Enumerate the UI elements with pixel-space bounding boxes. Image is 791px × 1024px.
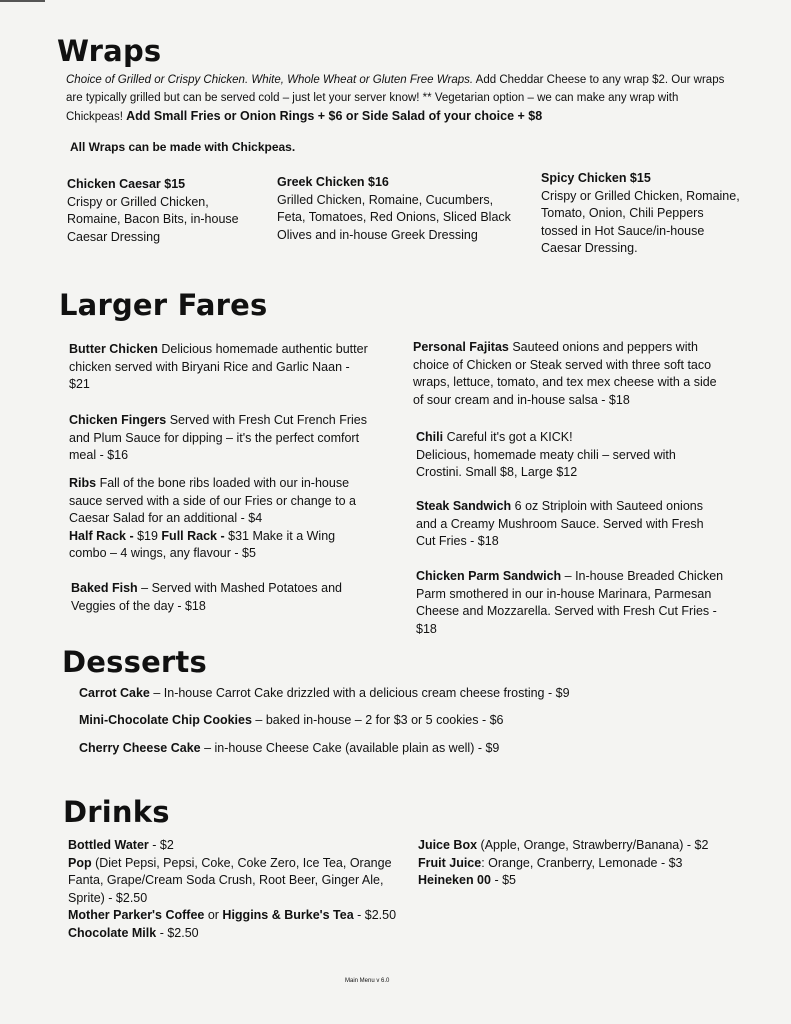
dessert-item (79, 740, 759, 758)
fare-ribs (69, 475, 374, 563)
full-rack-label: Full Rack - (161, 528, 225, 543)
drink-desc: (Apple, Orange, Strawberry/Banana) - $2 (477, 838, 709, 852)
wraps-intro-text: Add Cheddar Cheese to any wrap $2. Our wraps are typically grilled but can be served cold – just let your server know! ** Vegetarian option – we can make any wrap with Chickpeas! (66, 74, 725, 123)
fare-desc: 6 oz Striploin with Sauteed onions and a Creamy Mushroom Sauce. Served with Fresh Cut Fries - $18 (416, 499, 704, 548)
full-rack-price: $31 Make it a Wing combo – 4 wings, any flavour - $5 (69, 528, 336, 560)
fare-name: Chicken Fingers (69, 413, 167, 427)
drink-pop (68, 855, 398, 908)
wrap-item-name: Chicken Caesar $15 (67, 177, 186, 191)
fare-baked-fish (71, 580, 371, 615)
drink-chocolate-milk (68, 925, 398, 943)
drink-name: Juice Box (418, 838, 478, 852)
dessert-item (79, 685, 759, 703)
drink-bottled-water (68, 837, 398, 855)
wraps-addons: Add Small Fries or Onion Rings + $6 or Side Salad of your choice + $8 (126, 109, 543, 123)
drink-desc: - $2.50 (353, 908, 397, 922)
drink-desc: : Orange, Cranberry, Lemonade - $3 (481, 855, 683, 870)
fare-desc: Careful it's got a KICK! (443, 430, 573, 444)
fare-chili (416, 429, 716, 482)
wraps-chickpea-note: All Wraps can be made with Chickpeas. (70, 140, 296, 154)
wrap-item-greek-chicken (277, 174, 512, 244)
fare-steak-sandwich (416, 498, 721, 551)
drinks-right-column (418, 837, 748, 890)
drinks-left-column (68, 837, 398, 942)
scan-edge-line (0, 0, 45, 2)
wrap-item-name: Spicy Chicken $15 (541, 171, 651, 185)
fare-desc: Fall of the bone ribs loaded with our in-house sauce served with a side of our Fries or change to a Caesar Salad for an additional - $4 (69, 476, 356, 525)
fare-desc: Sauteed onions and peppers with choice of Chicken or Steak served with three soft taco wraps, lettuce, tomato, and tex mex cheese with a side of sour cream and in-house salsa - $18 (413, 340, 717, 407)
dessert-name: Mini-Chocolate Chip Cookies (79, 713, 252, 727)
fare-name: Baked Fish (71, 581, 138, 595)
wraps-intro-italic: Choice of Grilled or Crispy Chicken. White, Whole Wheat or Gluten Free Wraps. (66, 74, 474, 86)
footer-version: Main Menu v 6.0 (345, 978, 390, 984)
half-rack-label: Half Rack - (69, 528, 134, 543)
drink-desc: - $5 (490, 873, 516, 887)
drink-or: or (204, 908, 223, 922)
fare-desc: – In-house Breaded Chicken Parm smothered in our in-house Marinara, Parmesan Cheese and Mozzarella. Served with Fresh Cut Fries - $18 (416, 569, 724, 636)
drink-desc: - $2.50 (156, 925, 199, 940)
fare-desc: Served with Fresh Cut French Fries and Plum Sauce for dipping – it's the perfect comfort meal - $16 (69, 413, 368, 462)
wrap-item-name: Greek Chicken $16 (277, 175, 389, 189)
dessert-desc: – in-house Cheese Cake (available plain as well) - $9 (200, 741, 500, 755)
fare-name: Ribs (69, 476, 97, 490)
drink-name: Heineken 00 (418, 873, 491, 887)
fare-name: Butter Chicken (69, 342, 158, 356)
drink-name: Mother Parker's Coffee (68, 908, 205, 922)
wrap-item-desc: Grilled Chicken, Romaine, Cucumbers, Feta, Tomatoes, Red Onions, Sliced Black Olives and in-house Greek Dressing (277, 192, 511, 242)
fare-desc: – Served with Mashed Potatoes and Veggies of the day - $18 (71, 581, 342, 613)
drink-coffee-tea (68, 907, 398, 925)
fare-desc: Delicious homemade authentic butter chicken served with Biryani Rice and Garlic Naan - $21 (69, 342, 368, 391)
fare-name: Chili (416, 430, 444, 444)
drink-heineken (418, 872, 748, 890)
fare-desc-2: Delicious, homemade meaty chili – served with Crostini. Small $8, Large $12 (416, 447, 676, 479)
wrap-item-chicken-caesar (67, 176, 259, 246)
drink-name: Chocolate Milk (68, 925, 157, 940)
fare-chicken-parm-sandwich (416, 568, 726, 638)
fare-personal-fajitas (413, 339, 718, 409)
wraps-heading: Wraps (57, 34, 162, 68)
wrap-item-desc: Crispy or Grilled Chicken, Romaine, Bacon Bits, in-house Caesar Dressing (67, 194, 239, 244)
fare-butter-chicken (69, 341, 369, 394)
drink-name-2: Higgins & Burke's Tea (222, 908, 354, 922)
dessert-name: Cherry Cheese Cake (79, 741, 201, 755)
wraps-intro (66, 71, 726, 126)
dessert-name: Carrot Cake (79, 686, 150, 700)
fare-name: Steak Sandwich (416, 499, 512, 513)
fare-chicken-fingers (69, 412, 374, 465)
drink-fruit-juice (418, 855, 748, 873)
drink-name: Fruit Juice (418, 855, 482, 870)
dessert-item (79, 712, 759, 730)
half-rack-price: $19 (133, 528, 162, 543)
wrap-item-spicy-chicken (541, 170, 741, 258)
larger-fares-heading: Larger Fares (59, 288, 268, 322)
drink-desc: - $2 (148, 838, 174, 852)
drink-desc: (Diet Pepsi, Pepsi, Coke, Coke Zero, Ice Tea, Orange Fanta, Grape/Cream Soda Crush, Root Beer, Ginger Ale, Sprite) - $2.50 (68, 855, 392, 905)
fare-name: Chicken Parm Sandwich (416, 569, 562, 583)
drink-name: Pop (68, 855, 92, 870)
dessert-desc: – baked in-house – 2 for $3 or 5 cookies - $6 (251, 713, 504, 727)
wrap-item-desc: Crispy or Grilled Chicken, Romaine, Tomato, Onion, Chili Peppers tossed in Hot Sauce/in-house Caesar Dressing. (541, 188, 740, 255)
drinks-heading: Drinks (63, 795, 170, 829)
drink-name: Bottled Water (68, 838, 149, 852)
dessert-desc: – In-house Carrot Cake drizzled with a delicious cream cheese frosting - $9 (149, 686, 570, 700)
drink-juice-box (418, 837, 748, 855)
desserts-heading: Desserts (62, 645, 207, 679)
fare-name: Personal Fajitas (413, 340, 509, 354)
